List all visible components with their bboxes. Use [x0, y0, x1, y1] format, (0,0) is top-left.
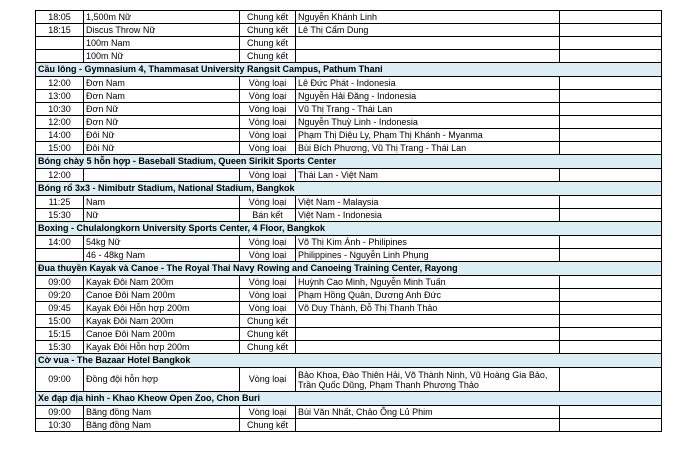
notes-cell [560, 368, 662, 392]
participants-cell: Phạm Hồng Quân, Dương Anh Đức [296, 289, 560, 302]
notes-cell [560, 236, 662, 249]
schedule-row [36, 90, 662, 103]
schedule-row [36, 341, 662, 354]
participants-cell: Lê Thị Cẩm Dung [296, 24, 560, 37]
schedule-row [36, 289, 662, 302]
participants-cell: Nguyễn Khánh Linh [296, 11, 560, 24]
event-cell: Đơn Nam [84, 90, 240, 103]
event-cell: 100m Nữ [84, 50, 240, 63]
round-cell: Chung kết [240, 24, 296, 37]
round-cell: Vòng loại [240, 103, 296, 116]
participants-cell: Việt Nam - Malaysia [296, 196, 560, 209]
notes-cell [560, 24, 662, 37]
notes-cell [560, 276, 662, 289]
round-cell: Chung kết [240, 341, 296, 354]
round-cell: Chung kết [240, 315, 296, 328]
participants-cell: Bùi Bích Phương, Vũ Thị Trang - Thái Lan [296, 142, 560, 155]
time-cell: 15:30 [36, 209, 84, 222]
event-cell: Kayak Đôi Hỗn hợp 200m [84, 302, 240, 315]
event-cell: Băng đồng Nam [84, 419, 240, 432]
participants-cell: Vũ Thị Trang - Thái Lan [296, 103, 560, 116]
round-cell: Vòng loại [240, 236, 296, 249]
time-cell: 15:00 [36, 315, 84, 328]
round-cell: Chung kết [240, 11, 296, 24]
event-cell: Canoe Đôi Nam 200m [84, 328, 240, 341]
participants-cell: Bảo Khoa, Đào Thiên Hải, Võ Thành Ninh, Vũ Hoàng Gia Bảo, Trần Quốc Dũng, Phạm Thanh Phương Thảo [296, 368, 560, 392]
time-cell: 15:30 [36, 341, 84, 354]
participants-cell [296, 50, 560, 63]
time-cell: 09:00 [36, 368, 84, 392]
schedule-row [36, 236, 662, 249]
event-cell: Discus Throw Nữ [84, 24, 240, 37]
participants-cell: Huỳnh Cao Minh, Nguyễn Minh Tuấn [296, 276, 560, 289]
notes-cell [560, 289, 662, 302]
participants-cell: Lê Đức Phát - Indonesia [296, 77, 560, 90]
notes-cell [560, 90, 662, 103]
section-title: Cờ vua - The Bazaar Hotel Bangkok [36, 354, 662, 368]
notes-cell [560, 315, 662, 328]
round-cell: Vòng loại [240, 169, 296, 182]
participants-cell: Việt Nam - Indonesia [296, 209, 560, 222]
event-cell [84, 169, 240, 182]
participants-cell [296, 419, 560, 432]
schedule-row [36, 103, 662, 116]
section-header-row [36, 222, 662, 236]
round-cell: Chung kết [240, 37, 296, 50]
section-header-row [36, 262, 662, 276]
section-title: Boxing - Chulalongkorn University Sports Center, 4 Floor, Bangkok [36, 222, 662, 236]
time-cell: 09:20 [36, 289, 84, 302]
event-cell: 100m Nam [84, 37, 240, 50]
event-cell: Đơn Nữ [84, 116, 240, 129]
time-cell: 18:05 [36, 11, 84, 24]
notes-cell [560, 37, 662, 50]
schedule-row [36, 249, 662, 262]
schedule-row [36, 328, 662, 341]
section-header-row [36, 354, 662, 368]
participants-cell [296, 37, 560, 50]
notes-cell [560, 169, 662, 182]
round-cell: Vòng loại [240, 129, 296, 142]
schedule-row [36, 419, 662, 432]
section-title: Xe đạp địa hình - Khao Kheow Open Zoo, Chon Buri [36, 392, 662, 406]
round-cell: Vòng loại [240, 77, 296, 90]
time-cell: 11:25 [36, 196, 84, 209]
notes-cell [560, 302, 662, 315]
schedule-row [36, 209, 662, 222]
participants-cell: Philippines - Nguyễn Linh Phụng [296, 249, 560, 262]
round-cell: Vòng loại [240, 196, 296, 209]
schedule-row [36, 169, 662, 182]
round-cell: Vòng loại [240, 116, 296, 129]
round-cell: Vòng loại [240, 90, 296, 103]
section-title: Cầu lông - Gymnasium 4, Thammasat University Rangsit Campus, Pathum Thani [36, 63, 662, 77]
schedule-table [35, 10, 662, 432]
time-cell [36, 249, 84, 262]
schedule-row [36, 24, 662, 37]
schedule-row [36, 315, 662, 328]
schedule-row [36, 368, 662, 392]
schedule-row [36, 50, 662, 63]
section-header-row [36, 155, 662, 169]
event-cell: 54kg Nữ [84, 236, 240, 249]
schedule-row [36, 302, 662, 315]
participants-cell: Phạm Thị Diệu Ly, Phạm Thị Khánh - Myanma [296, 129, 560, 142]
time-cell: 14:00 [36, 129, 84, 142]
time-cell: 12:00 [36, 77, 84, 90]
notes-cell [560, 419, 662, 432]
notes-cell [560, 11, 662, 24]
round-cell: Bán kết [240, 209, 296, 222]
time-cell: 09:00 [36, 276, 84, 289]
round-cell: Chung kết [240, 328, 296, 341]
schedule-row [36, 116, 662, 129]
time-cell: 09:45 [36, 302, 84, 315]
notes-cell [560, 249, 662, 262]
schedule-row [36, 37, 662, 50]
time-cell: 09:00 [36, 406, 84, 419]
time-cell: 15:15 [36, 328, 84, 341]
section-header-row [36, 63, 662, 77]
notes-cell [560, 328, 662, 341]
round-cell: Vòng loại [240, 302, 296, 315]
time-cell [36, 37, 84, 50]
time-cell: 10:30 [36, 103, 84, 116]
event-cell: Kayak Đôi Hỗn hợp 200m [84, 341, 240, 354]
notes-cell [560, 50, 662, 63]
event-cell: Kayak Đôi Nam 200m [84, 315, 240, 328]
event-cell: Nam [84, 196, 240, 209]
participants-cell: Nguyễn Hải Đăng - Indonesia [296, 90, 560, 103]
time-cell: 15:00 [36, 142, 84, 155]
notes-cell [560, 103, 662, 116]
event-cell: Kayak Đôi Nam 200m [84, 276, 240, 289]
notes-cell [560, 209, 662, 222]
participants-cell: Võ Thị Kim Ánh - Philipines [296, 236, 560, 249]
event-cell: Đôi Nữ [84, 142, 240, 155]
schedule-row [36, 276, 662, 289]
time-cell [36, 50, 84, 63]
round-cell: Vòng loại [240, 289, 296, 302]
schedule-row [36, 406, 662, 419]
event-cell: Đơn Nam [84, 77, 240, 90]
participants-cell [296, 328, 560, 341]
event-cell: Nữ [84, 209, 240, 222]
schedule-row [36, 129, 662, 142]
time-cell: 13:00 [36, 90, 84, 103]
event-cell: Đồng đội hỗn hợp [84, 368, 240, 392]
round-cell: Chung kết [240, 419, 296, 432]
round-cell: Vòng loại [240, 368, 296, 392]
round-cell: Vòng loại [240, 249, 296, 262]
event-cell: Canoe Đôi Nam 200m [84, 289, 240, 302]
participants-cell: Nguyễn Thuỳ Linh - Indonesia [296, 116, 560, 129]
schedule-row [36, 11, 662, 24]
section-title: Bóng rổ 3x3 - Nimibutr Stadium, National Stadium, Bangkok [36, 182, 662, 196]
round-cell: Vòng loại [240, 276, 296, 289]
event-cell: 46 - 48kg Nam [84, 249, 240, 262]
notes-cell [560, 406, 662, 419]
participants-cell [296, 341, 560, 354]
notes-cell [560, 77, 662, 90]
participants-cell: Võ Duy Thành, Đỗ Thị Thanh Thảo [296, 302, 560, 315]
notes-cell [560, 341, 662, 354]
round-cell: Vòng loại [240, 142, 296, 155]
event-cell: Đôi Nữ [84, 129, 240, 142]
event-cell: Đơn Nữ [84, 103, 240, 116]
time-cell: 10:30 [36, 419, 84, 432]
participants-cell: Thái Lan - Việt Nam [296, 169, 560, 182]
round-cell: Chung kết [240, 50, 296, 63]
participants-cell [296, 315, 560, 328]
notes-cell [560, 116, 662, 129]
time-cell: 12:00 [36, 169, 84, 182]
event-cell: Băng đồng Nam [84, 406, 240, 419]
round-cell: Vòng loại [240, 406, 296, 419]
time-cell: 14:00 [36, 236, 84, 249]
schedule-body [36, 11, 662, 432]
section-title: Bóng chày 5 hỗn hợp - Baseball Stadium, Queen Sirikit Sports Center [36, 155, 662, 169]
notes-cell [560, 142, 662, 155]
schedule-row [36, 77, 662, 90]
notes-cell [560, 129, 662, 142]
schedule-row [36, 142, 662, 155]
section-title: Đua thuyền Kayak và Canoe - The Royal Thai Navy Rowing and Canoeing Training Center, Rayong [36, 262, 662, 276]
time-cell: 12:00 [36, 116, 84, 129]
section-header-row [36, 392, 662, 406]
notes-cell [560, 196, 662, 209]
participants-cell: Bùi Văn Nhất, Chảo Ông Lủ Phim [296, 406, 560, 419]
schedule-row [36, 196, 662, 209]
section-header-row [36, 182, 662, 196]
time-cell: 18:15 [36, 24, 84, 37]
event-cell: 1,500m Nữ [84, 11, 240, 24]
